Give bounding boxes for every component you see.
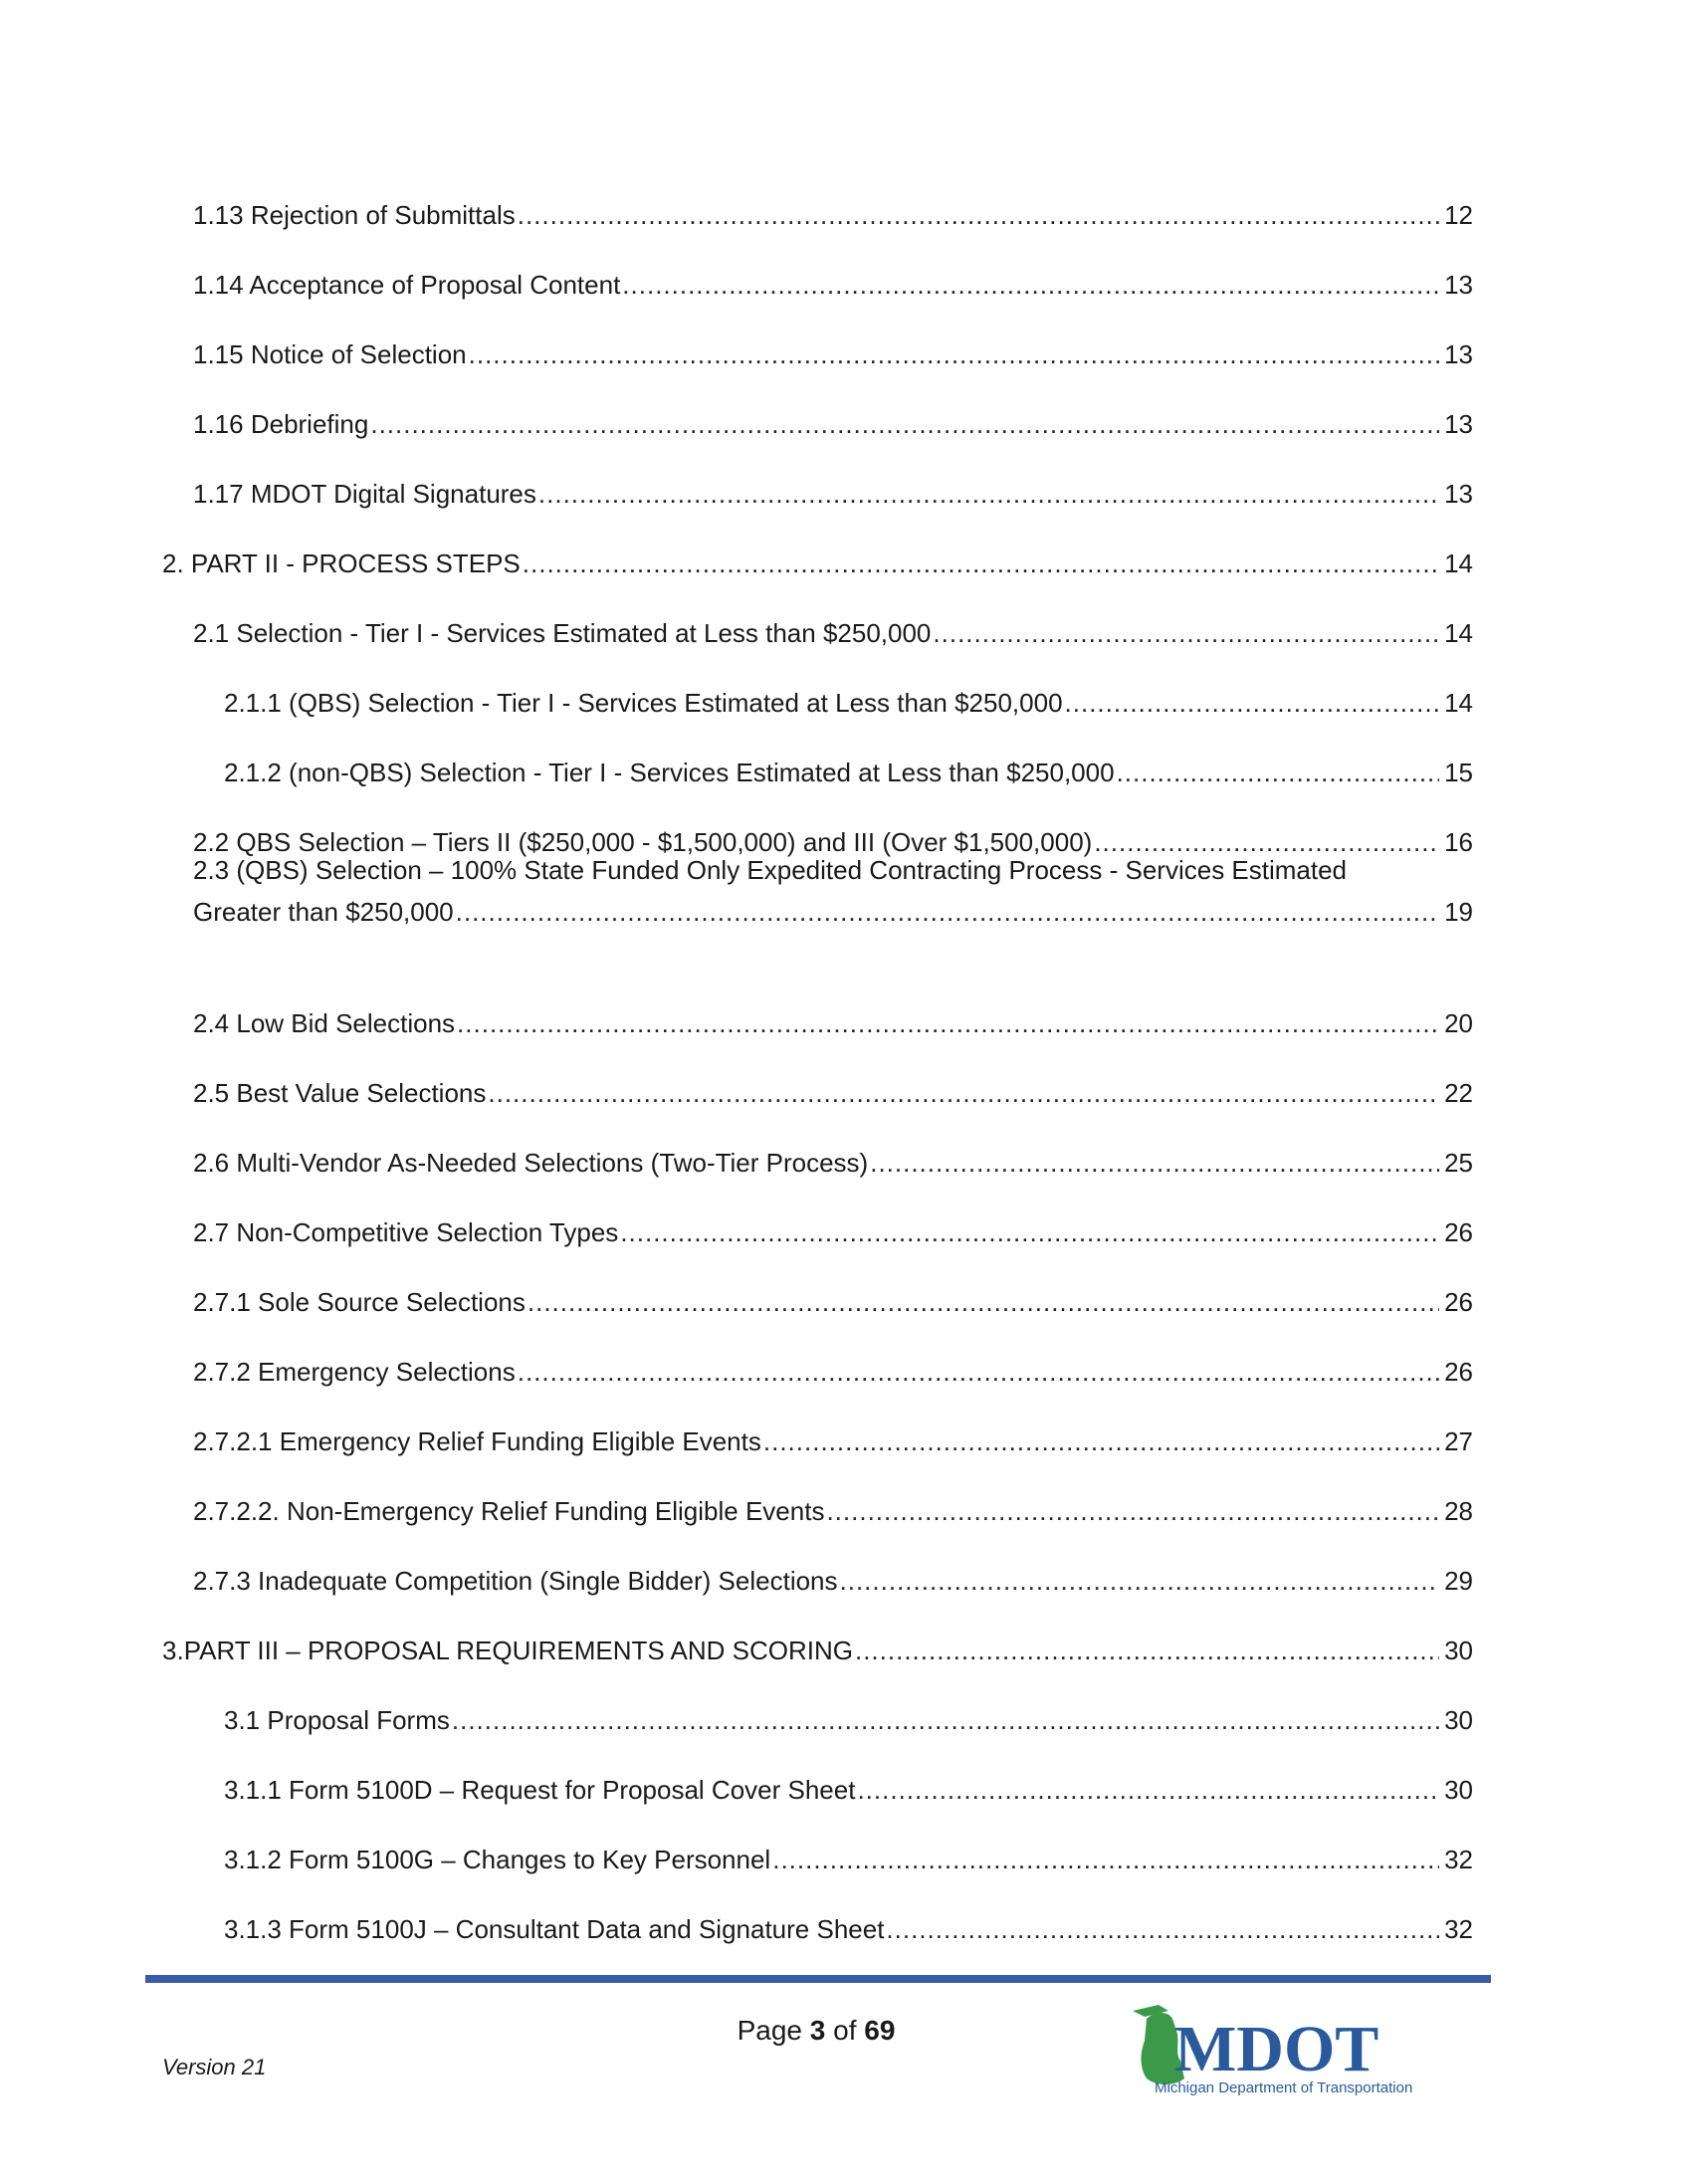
toc-leader-dots bbox=[1065, 687, 1439, 719]
toc-entry-label: 2.6 Multi-Vendor As-Needed Selections (Two-Tier Process) bbox=[193, 1148, 869, 1178]
toc-leader-dots bbox=[518, 1356, 1439, 1388]
toc-entry-label: 2.5 Best Value Selections bbox=[193, 1078, 487, 1108]
toc-entry-page: 13 bbox=[1444, 479, 1473, 509]
toc-leader-dots bbox=[886, 1913, 1439, 1945]
footer-rule bbox=[145, 1975, 1491, 1983]
page-number: Page 3 of 69 bbox=[737, 2015, 896, 2046]
toc-entry-page: 28 bbox=[1444, 1496, 1473, 1526]
toc-leader-dots bbox=[826, 1495, 1439, 1527]
toc-entry-page: 30 bbox=[1444, 1705, 1473, 1735]
logo-subtitle: Michigan Department of Transportation bbox=[1155, 2079, 1413, 2096]
toc-entry-page: 27 bbox=[1444, 1426, 1473, 1456]
toc-entry-page: 30 bbox=[1444, 1636, 1473, 1665]
toc-entry-label: 1.13 Rejection of Submittals bbox=[193, 200, 516, 230]
toc-entry-page: 19 bbox=[1444, 897, 1473, 927]
toc-entry-page: 32 bbox=[1444, 1845, 1473, 1874]
toc-entry-page: 22 bbox=[1444, 1078, 1473, 1108]
toc-leader-dots bbox=[538, 478, 1439, 510]
toc-entry-label: 2.1.1 (QBS) Selection - Tier I - Services Estimated at Less than $250,000 bbox=[224, 688, 1063, 718]
version-label: Version 21 bbox=[162, 2055, 267, 2079]
toc-entry-page: 15 bbox=[1444, 758, 1473, 787]
toc-entry-label: Greater than $250,000 bbox=[193, 897, 454, 927]
toc-entry-label: 3.1.3 Form 5100J – Consultant Data and Signature Sheet bbox=[224, 1914, 885, 1944]
toc-entry-page: 16 bbox=[1444, 827, 1473, 857]
logo-wordmark: MDOT bbox=[1174, 2013, 1379, 2085]
toc-entry-label: 2. PART II - PROCESS STEPS bbox=[162, 548, 521, 578]
toc-entry-label: 2.4 Low Bid Selections bbox=[193, 1008, 456, 1038]
toc-leader-dots bbox=[452, 1704, 1439, 1736]
toc-entry-label: 1.15 Notice of Selection bbox=[193, 339, 467, 369]
toc-entry-label: 2.2 QBS Selection – Tiers II ($250,000 - $1,500,000) and III (Over $1,500,000) bbox=[193, 827, 1093, 857]
toc-leader-dots bbox=[855, 1635, 1439, 1666]
toc-entry-page: 26 bbox=[1444, 1217, 1473, 1247]
toc-leader-dots bbox=[857, 1774, 1439, 1806]
toc-entry-label: 3.1.2 Form 5100G – Changes to Key Personnel bbox=[224, 1845, 771, 1874]
toc-entry-page: 13 bbox=[1444, 270, 1473, 300]
toc-leader-dots bbox=[370, 408, 1439, 440]
toc-entry-page: 26 bbox=[1444, 1357, 1473, 1387]
toc-entry-label: 2.7.2.2. Non-Emergency Relief Funding Eligible Events bbox=[193, 1496, 825, 1526]
toc-entry-label: 2.7 Non-Competitive Selection Types bbox=[193, 1217, 619, 1247]
toc-leader-dots bbox=[456, 896, 1439, 928]
toc-leader-dots bbox=[763, 1425, 1439, 1457]
toc-leader-dots bbox=[772, 1844, 1439, 1875]
toc-entry-page: 14 bbox=[1444, 548, 1473, 578]
toc-entry-label: 2.1.2 (non-QBS) Selection - Tier I - Services Estimated at Less than $250,000 bbox=[224, 758, 1115, 787]
toc-leader-dots bbox=[620, 1216, 1439, 1248]
toc-entry-page: 25 bbox=[1444, 1148, 1473, 1178]
toc-entry-label: 2.7.1 Sole Source Selections bbox=[193, 1287, 526, 1317]
toc-entry-page: 12 bbox=[1444, 200, 1473, 230]
toc-entry-label: 2.3 (QBS) Selection – 100% State Funded Only Expedited Contracting Process - Services Estimated bbox=[193, 855, 1348, 885]
toc-entry-label: 2.1 Selection - Tier I - Services Estimated at Less than $250,000 bbox=[193, 618, 932, 648]
toc-leader-dots bbox=[469, 338, 1439, 370]
toc-entry-page: 32 bbox=[1444, 1914, 1473, 1944]
toc-entry-label: 2.7.3 Inadequate Competition (Single Bidder) Selections bbox=[193, 1566, 838, 1596]
toc-leader-dots bbox=[870, 1147, 1439, 1179]
toc-entry-page: 20 bbox=[1444, 1008, 1473, 1038]
toc-leader-dots bbox=[622, 269, 1439, 301]
toc-entry-page: 14 bbox=[1444, 688, 1473, 718]
toc-entry-label: 3.1 Proposal Forms bbox=[224, 1705, 450, 1735]
mdot-logo bbox=[1125, 2001, 1443, 2100]
toc-leader-dots bbox=[523, 547, 1439, 579]
toc-leader-dots bbox=[457, 1007, 1439, 1039]
toc-entry-page: 13 bbox=[1444, 339, 1473, 369]
toc-leader-dots bbox=[1117, 757, 1439, 788]
toc-entry-label: 1.16 Debriefing bbox=[193, 409, 369, 439]
toc-entry-label: 2.7.2 Emergency Selections bbox=[193, 1357, 516, 1387]
toc-entry-page: 29 bbox=[1444, 1566, 1473, 1596]
toc-entry-label: PART III – PROPOSAL REQUIREMENTS AND SCORING bbox=[183, 1636, 853, 1665]
toc-leader-dots bbox=[488, 1077, 1439, 1109]
toc-entry-page: 14 bbox=[1444, 618, 1473, 648]
toc-entry-label: 1.14 Acceptance of Proposal Content bbox=[193, 270, 621, 300]
toc-leader-dots bbox=[840, 1565, 1439, 1597]
toc-entry-page: 30 bbox=[1444, 1775, 1473, 1805]
toc-leader-dots bbox=[933, 617, 1439, 649]
toc-entry-label: 1.17 MDOT Digital Signatures bbox=[193, 479, 536, 509]
toc-leader-dots bbox=[528, 1286, 1439, 1318]
toc-leader-dots bbox=[518, 199, 1439, 231]
toc-entry-label: 2.7.2.1 Emergency Relief Funding Eligible Events bbox=[193, 1426, 761, 1456]
toc-entry-label: 3.1.1 Form 5100D – Request for Proposal Cover Sheet bbox=[224, 1775, 856, 1805]
toc-entry-page: 13 bbox=[1444, 409, 1473, 439]
toc-entry-page: 26 bbox=[1444, 1287, 1473, 1317]
toc-entry-number: 3. bbox=[162, 1636, 184, 1665]
